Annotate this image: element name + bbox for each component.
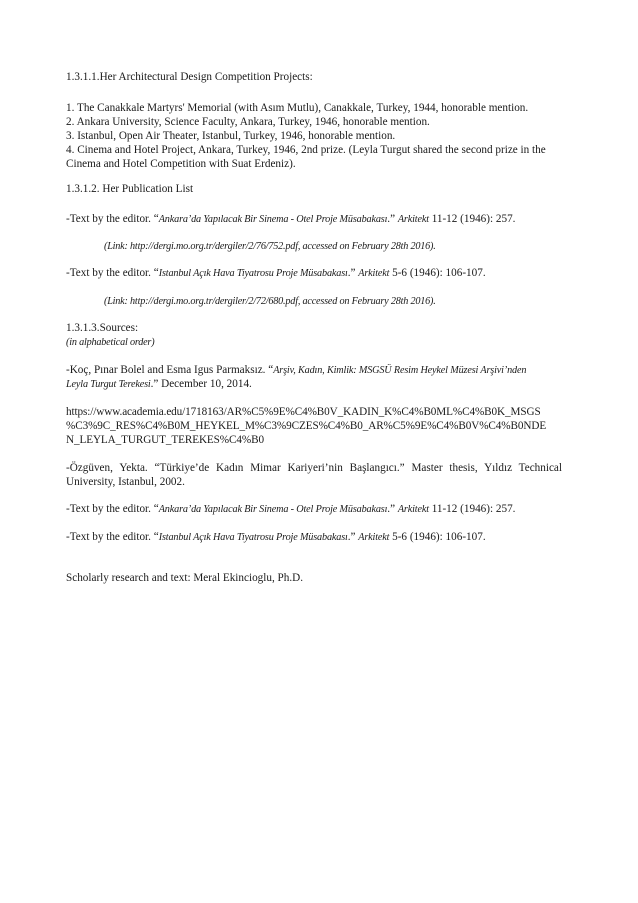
competition-item: 2. Ankara University, Science Faculty, Ankara, Turkey, 1946, honorable mention.	[66, 116, 430, 128]
competition-item: 4. Cinema and Hotel Project, Ankara, Turkey, 1946, 2nd prize. (Leyla Turgut shared the second prize in the Cinema and Hotel Competition with Suat Erdeniz).	[66, 144, 546, 170]
source-url-line: N_LEYLA_TURGUT_TEREKES%C4%B0	[66, 434, 264, 446]
journal-name: Arkitekt	[397, 504, 429, 515]
source-entry-koc-cont: Leyla Turgut Terekesi.” December 10, 2014.	[66, 378, 252, 390]
publications-heading: 1.3.1.2. Her Publication List	[66, 183, 194, 195]
source-entry-koc: -Koç, Pınar Bolel and Esma Igus Parmaksız. “Arşiv, Kadın, Kimlik: MSGSÜ Resim Heykel Müzesi Arşivi’nden	[66, 364, 527, 376]
sources-subheading: (in alphabetical order)	[66, 337, 155, 348]
sources-heading: 1.3.1.3.Sources:	[66, 322, 139, 334]
source-title: Leyla Turgut Terekesi	[66, 379, 151, 390]
source-title: Arşiv, Kadın, Kimlik: MSGSÜ Resim Heykel Müzesi Arşivi’nden	[273, 365, 527, 376]
source-entry: -Text by the editor. “Istanbul Açık Hava Tiyatrosu Proje Müsabakası.” Arkitekt 5-6 (1946): 106-107.	[66, 531, 486, 543]
source-title: Istanbul Açık Hava Tiyatrosu Proje Müsabakası	[158, 532, 348, 543]
publication-link: (Link: http://dergi.mo.org.tr/dergiler/2/72/680.pdf, accessed on February 28th 2016).	[104, 296, 436, 307]
publication-link: (Link: http://dergi.mo.org.tr/dergiler/2/76/752.pdf, accessed on February 28th 2016).	[104, 241, 436, 252]
publication-title: Ankara’da Yapılacak Bir Sinema - Otel Proje Müsabakası	[158, 214, 388, 225]
publication-title: Istanbul Açık Hava Tiyatrosu Proje Müsabakası	[158, 268, 348, 279]
source-entry-ozguven: -Özgüven, Yekta. “Türkiye’de Kadın Mimar Kariyeri’nin Başlangıcı.” Master thesis, Yıldız Technical University, Istanbul, 2002.	[66, 462, 562, 488]
journal-name: Arkitekt	[358, 268, 390, 279]
competition-heading: 1.3.1.1.Her Architectural Design Competition Projects:	[66, 71, 313, 83]
publication-entry: -Text by the editor. “Istanbul Açık Hava Tiyatrosu Proje Müsabakası.” Arkitekt 5-6 (1946): 106-107.	[66, 267, 486, 279]
publication-entry: -Text by the editor. “Ankara’da Yapılacak Bir Sinema - Otel Proje Müsabakası.” Arkitekt 11-12 (1946): 257.	[66, 213, 516, 225]
credit-line: Scholarly research and text: Meral Ekincioglu, Ph.D.	[66, 572, 304, 584]
journal-name: Arkitekt	[358, 532, 390, 543]
competition-item: 1. The Canakkale Martyrs' Memorial (with Asım Mutlu), Canakkale, Turkey, 1944, honorable mention.	[66, 102, 529, 114]
journal-name: Arkitekt	[397, 214, 429, 225]
source-title: Ankara’da Yapılacak Bir Sinema - Otel Proje Müsabakası	[158, 504, 388, 515]
competition-item: 3. Istanbul, Open Air Theater, Istanbul, Turkey, 1946, honorable mention.	[66, 130, 396, 142]
source-entry: -Text by the editor. “Ankara’da Yapılacak Bir Sinema - Otel Proje Müsabakası.” Arkitekt 11-12 (1946): 257.	[66, 503, 516, 515]
source-url-line: https://www.academia.edu/1718163/AR%C5%9E%C4%B0V_KADIN_K%C4%B0ML%C4%B0K_MSGS	[66, 406, 541, 418]
source-url-line: %C3%9C_RES%C4%B0M_HEYKEL_M%C3%9CZES%C4%B0_AR%C5%9E%C4%B0V%C4%B0NDE	[66, 420, 547, 432]
